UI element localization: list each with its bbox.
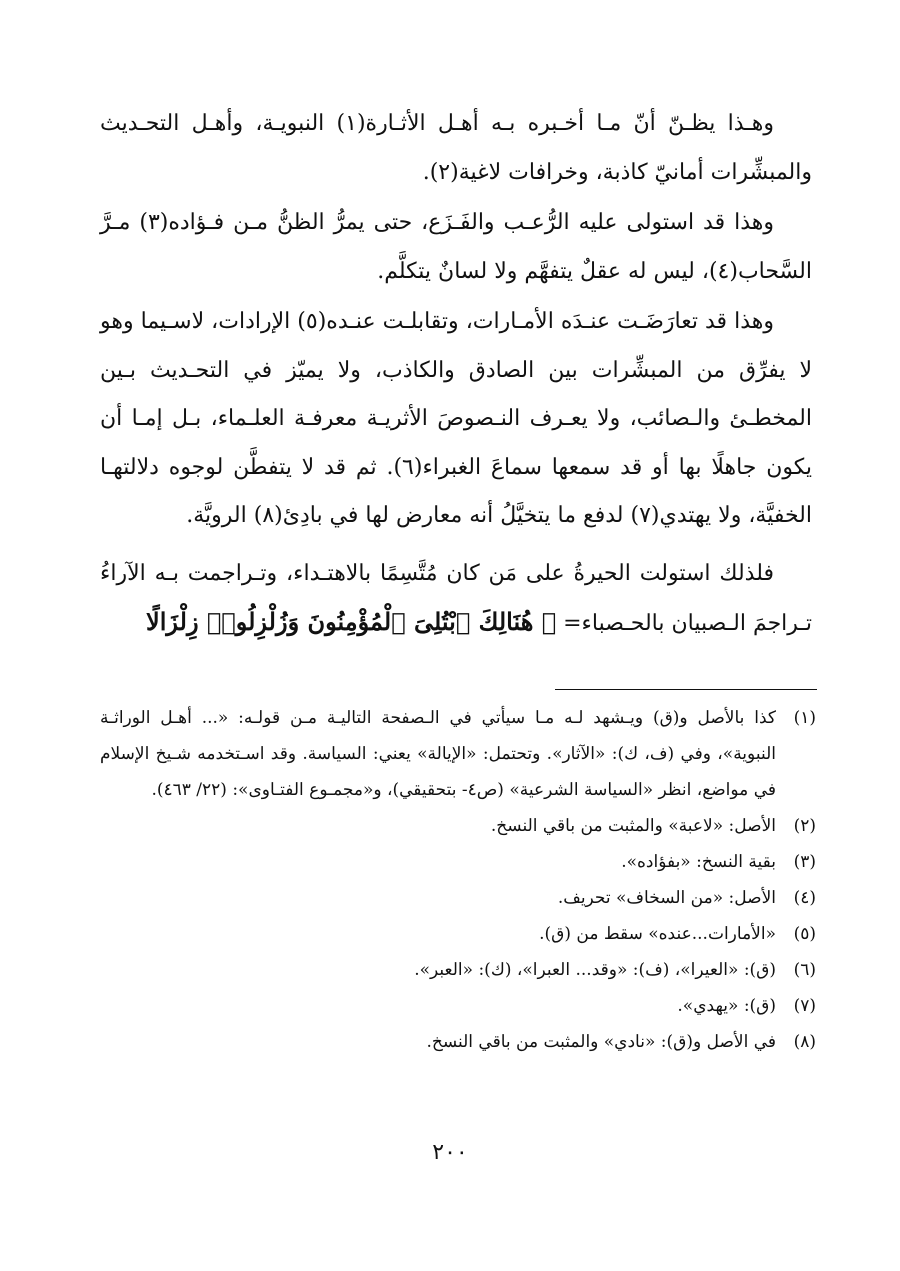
- footnote-number: (٣): [793, 852, 816, 872]
- footnote-2: [100, 808, 816, 844]
- footnote-number: (٦): [793, 960, 816, 980]
- paragraph-4-text: فلذلك استولت الحيرةُ على مَن كان مُتَّسِمًا بالاهتـداء، وتـراجمت بـه الآراءُ تـراجمَ الـصبيان بالحـصباء=: [100, 560, 812, 636]
- paragraph-2: وهذا قد استولى عليه الرُّعـب والفَـزَع، حتى يمرُّ الظنُّ مـن فـؤاده(٣) مـرَّ السَّحاب(٤)، ليس له عقلٌ يتفهَّم ولا لسانٌ يتكلَّم.: [100, 210, 812, 284]
- footnote-1: [100, 700, 816, 808]
- main-text: [100, 100, 812, 658]
- footnote-number: (٥): [793, 924, 816, 944]
- paragraph-3: وهذا قد تعارَضَـت عنـدَه الأمـارات، وتقابلـت عنـده(٥) الإرادات، لاسـيما وهو لا يفرِّق من المبشِّرات بين الصادق والكاذب، ولا يميّز في التحـديث بـين المخطـئ والـصائب، ولا يعـرف النـصوصَ الأثريـة معرفـة العلـماء، بـل إمـا أن يكون جاهلًا بها أو قد سمعها سماعَ الغبراء(٦). ثم قد لا يتفطَّن لوجوه دلالتهـا الخفيَّة، ولا يهتدي(٧) لدفع ما يتخيَّلُ أنه معارض لها في بادِئ(٨) الرويَّة.: [100, 309, 812, 528]
- footnote-4: [100, 880, 816, 916]
- footnote-text: (ق): «يهدي».: [677, 996, 776, 1016]
- paragraph-1: وهـذا يظـنّ أنّ مـا أخـبره بـه أهـل الأثـارة(١) النبويـة، وأهـل التحـديث والمبشِّرات أمانيّ كاذبة، وخرافات لاغية(٢).: [100, 111, 812, 185]
- page-number: ٢٠٠: [432, 1140, 468, 1165]
- footnote-3: [100, 844, 816, 880]
- footnote-number: (٧): [793, 996, 816, 1016]
- footnote-text: الأصل: «من السخاف» تحريف.: [557, 888, 776, 908]
- footnote-5: [100, 916, 816, 952]
- footnote-text: في الأصل و(ق): «نادي» والمثبت من باقي النسخ.: [426, 1032, 776, 1052]
- footnote-text: «الأمارات...عنده» سقط من (ق).: [539, 924, 776, 944]
- footnotes: [100, 700, 816, 1060]
- footnote-text: كذا بالأصل و(ق) ويـشهد لـه مـا سيأتي في الـصفحة التاليـة مـن قولـه: «... أهـل الوراثـة النبوية»، وفي (ف، ك): «الآثار». وتحتمل: «الإيالة» يعني: السياسة. وقد اسـتخدمه شـيخ الإسلام في مواضع، انظر «السياسة الشرعية» (ص٤- بتحقيقي)، و«مجمـوع الفتـاوى»: (٢٢/ ٤٦٣).: [100, 708, 776, 800]
- footnote-number: (١): [793, 708, 816, 728]
- footnote-text: بقية النسخ: «بفؤاده».: [621, 852, 776, 872]
- quran-excerpt: ﴿ هُنَالِكَ ٱبْتُلِىَ ٱلْمُؤْمِنُونَ وَزُلْزِلُوا۟ زِلْزَالًا: [146, 607, 557, 636]
- footnote-number: (٨): [793, 1032, 816, 1052]
- footnote-text: (ق): «العيرا»، (ف): «وقد... العبرا»، (ك): «العبر».: [414, 960, 776, 980]
- footnote-number: (٤): [793, 888, 816, 908]
- footnote-8: [100, 1024, 816, 1060]
- footnote-7: [100, 988, 816, 1024]
- footnote-number: (٢): [793, 816, 816, 836]
- footnote-separator: [555, 689, 817, 690]
- footnote-text: الأصل: «لاعبة» والمثبت من باقي النسخ.: [490, 816, 776, 836]
- paragraph-4: [100, 550, 812, 649]
- footnote-6: [100, 952, 816, 988]
